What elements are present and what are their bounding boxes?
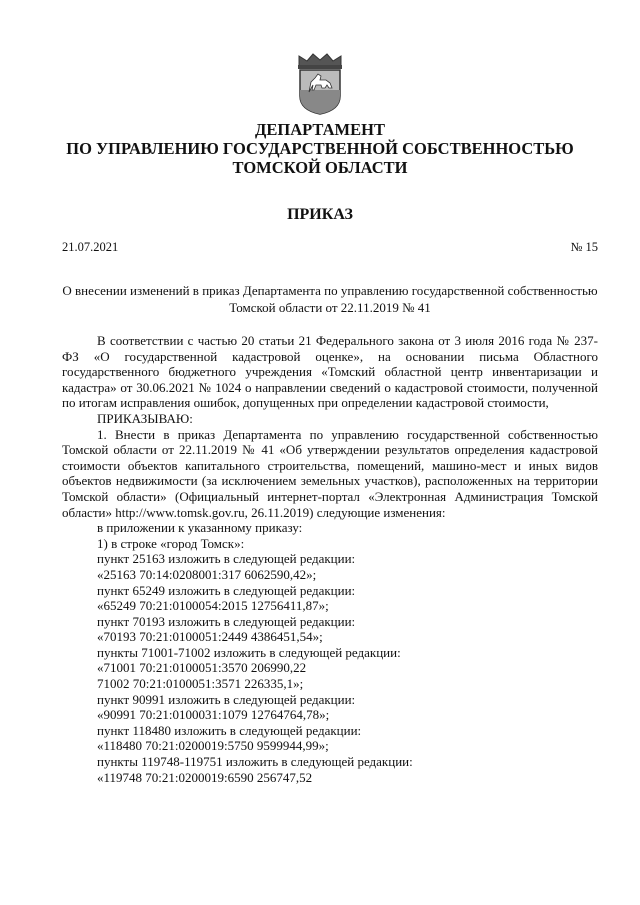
document-date: 21.07.2021 <box>62 240 119 254</box>
body-line: в приложении к указанному приказу: <box>97 520 303 536</box>
document-number: № 15 <box>570 240 598 254</box>
preamble-paragraph: В соответствии с частью 20 статьи 21 Федерального закона от 3 июля 2016 года № 237-ФЗ «О государственной кадастровой оценке», на основании письма Областного государственного бюджетного учреждения «Томский областной центр инвентаризации и кадастра» от 30.06.2021 № 1024 о направлении сведений о кадастровой стоимости, полученной по итогам исправления ошибок, допущенных при определении кадастровой стоимости, <box>62 333 598 411</box>
body-line: пункт 118480 изложить в следующей редакции: <box>97 722 362 738</box>
department-title-line-3: ТОМСКОЙ ОБЛАСТИ <box>232 158 408 177</box>
document-subject: О внесении изменений в приказ Департамента по управлению государственной собственностью Томской области от 22.11.2019 № 41 <box>62 283 598 315</box>
order-word: ПРИКАЗЫВАЮ: <box>97 410 193 426</box>
department-title-line-1: ДЕПАРТАМЕНТ <box>255 120 385 139</box>
body-line: пункты 119748-119751 изложить в следующей редакции: <box>97 754 413 770</box>
body-line: пункт 25163 изложить в следующей редакции: <box>97 551 356 567</box>
body-line: «119748 70:21:0200019:6590 256747,52 <box>97 769 313 785</box>
body-line: 71002 70:21:0100051:3571 226335,1»; <box>97 676 304 692</box>
body-line: пункты 71001-71002 изложить в следующей редакции: <box>97 644 401 660</box>
department-title-line-2: ПО УПРАВЛЕНИЮ ГОСУДАРСТВЕННОЙ СОБСТВЕННОСТЬЮ <box>66 139 574 158</box>
document-body <box>62 333 598 785</box>
body-line: 1) в строке «город Томск»: <box>97 535 245 551</box>
item-1-paragraph: 1. Внести в приказ Департамента по управлению государственной собственностью Томской области от 22.11.2019 № 41 «Об утверждении результатов определения кадастровой стоимости объектов капитального строительства, помещений, машино-мест и иных видов объектов недвижимости (за исключением земельных участков), расположенных на территории Томской области» (Официальный интернет-портал «Электронная Администрация Томской области» http://www.tomsk.gov.ru, 26.11.2019) следующие изменения: <box>62 426 598 520</box>
document-type: ПРИКАЗ <box>287 206 353 223</box>
body-line: «25163 70:14:0208001:317 6062590,42»; <box>97 566 317 582</box>
tomsk-coat-of-arms-icon <box>291 52 349 116</box>
body-line: пункт 65249 изложить в следующей редакции: <box>97 582 356 598</box>
body-line: пункт 90991 изложить в следующей редакции: <box>97 691 356 707</box>
body-line: «65249 70:21:0100054:2015 12756411,87»; <box>97 598 329 614</box>
body-line: «90991 70:21:0100031:1079 12764764,78»; <box>97 707 330 723</box>
body-line: «70193 70:21:0100051:2449 4386451,54»; <box>97 629 323 645</box>
body-line: «71001 70:21:0100051:3570 206990,22 <box>97 660 307 676</box>
body-line: пункт 70193 изложить в следующей редакции: <box>97 613 356 629</box>
body-line: «118480 70:21:0200019:5750 9599944,99»; <box>97 738 329 754</box>
